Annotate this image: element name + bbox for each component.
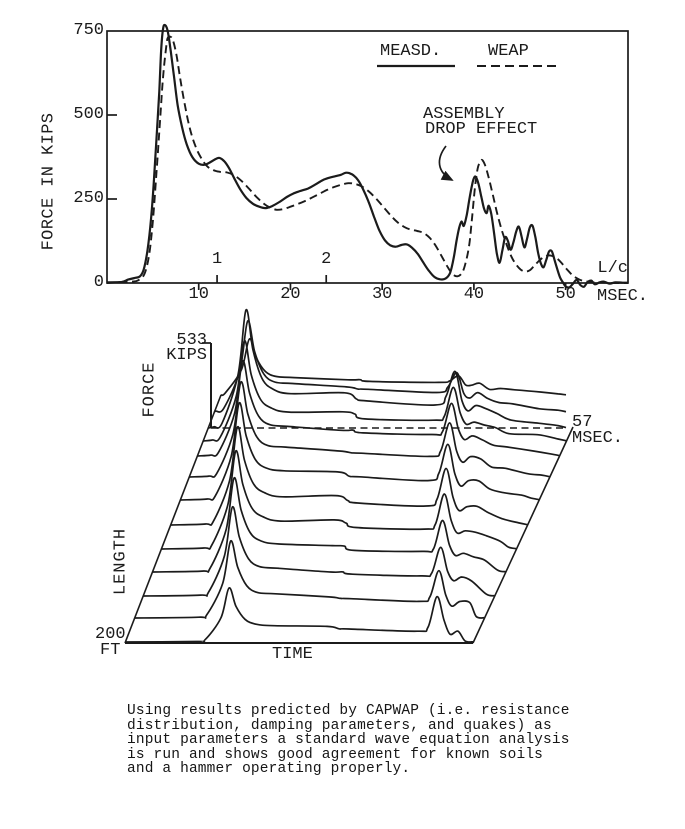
force-scale-unit: KIPS bbox=[166, 346, 207, 365]
length-axis-label: LENGTH bbox=[111, 527, 131, 596]
y-tick-label: 500 bbox=[73, 105, 104, 124]
x-tick-label: 20 bbox=[280, 285, 301, 304]
caption-line: input parameters a standard wave equation analysis bbox=[127, 732, 570, 749]
caption-line: Using results predicted by CAPWAP (i.e. resistance bbox=[127, 703, 570, 719]
plot-frame bbox=[107, 31, 628, 283]
lc-tick-label: 2 bbox=[321, 250, 332, 269]
waterfall-trace bbox=[189, 382, 550, 477]
annotation-arrow bbox=[439, 146, 452, 180]
caption-line: and a hammer operating properly. bbox=[127, 761, 411, 778]
x-tick-label: 10 bbox=[188, 285, 209, 304]
annotation-line-1: ASSEMBLY bbox=[423, 105, 505, 124]
time-extent-unit: MSEC. bbox=[572, 429, 624, 448]
x-tick-label: 30 bbox=[371, 285, 393, 304]
y-tick-label: 0 bbox=[93, 273, 104, 292]
top-x-axis-unit-label: MSEC. bbox=[597, 287, 649, 306]
lc-unit-label: L/c bbox=[597, 259, 628, 278]
waterfall-force-axis-label: FORCE bbox=[140, 361, 160, 418]
measd-curve bbox=[107, 25, 628, 288]
length-end-value: 200 bbox=[95, 625, 126, 644]
waterfall-left-edge bbox=[125, 395, 221, 643]
weap-curve bbox=[107, 36, 628, 283]
y-tick-label: 750 bbox=[73, 21, 104, 40]
annotation-line-2: DROP EFFECT bbox=[425, 120, 538, 139]
x-tick-label: 50 bbox=[555, 285, 576, 304]
time-extent-value: 57 bbox=[572, 413, 593, 432]
waterfall-trace bbox=[221, 339, 566, 396]
length-end-unit: FT bbox=[100, 641, 121, 660]
lc-tick-label: 1 bbox=[211, 250, 223, 269]
y-tick-label: 250 bbox=[73, 189, 104, 208]
force-time-chart bbox=[107, 25, 628, 290]
caption-line: distribution, damping parameters, and quakes) as bbox=[127, 717, 552, 734]
waterfall-right-edge bbox=[473, 427, 573, 643]
time-axis-label: TIME bbox=[272, 645, 313, 664]
waterfall-trace bbox=[161, 451, 516, 549]
x-tick-label: 40 bbox=[463, 285, 485, 304]
waterfall-trace bbox=[214, 321, 566, 412]
top-y-axis-label: FORCE IN KIPS bbox=[39, 112, 59, 251]
force-scale-value: 533 bbox=[176, 331, 207, 350]
caption-line: is run and shows good agreement for known soils bbox=[127, 746, 544, 763]
figure-caption bbox=[127, 704, 597, 777]
legend-measured-label: MEASD. bbox=[380, 42, 442, 61]
legend-weap-label: WEAP bbox=[488, 42, 529, 61]
